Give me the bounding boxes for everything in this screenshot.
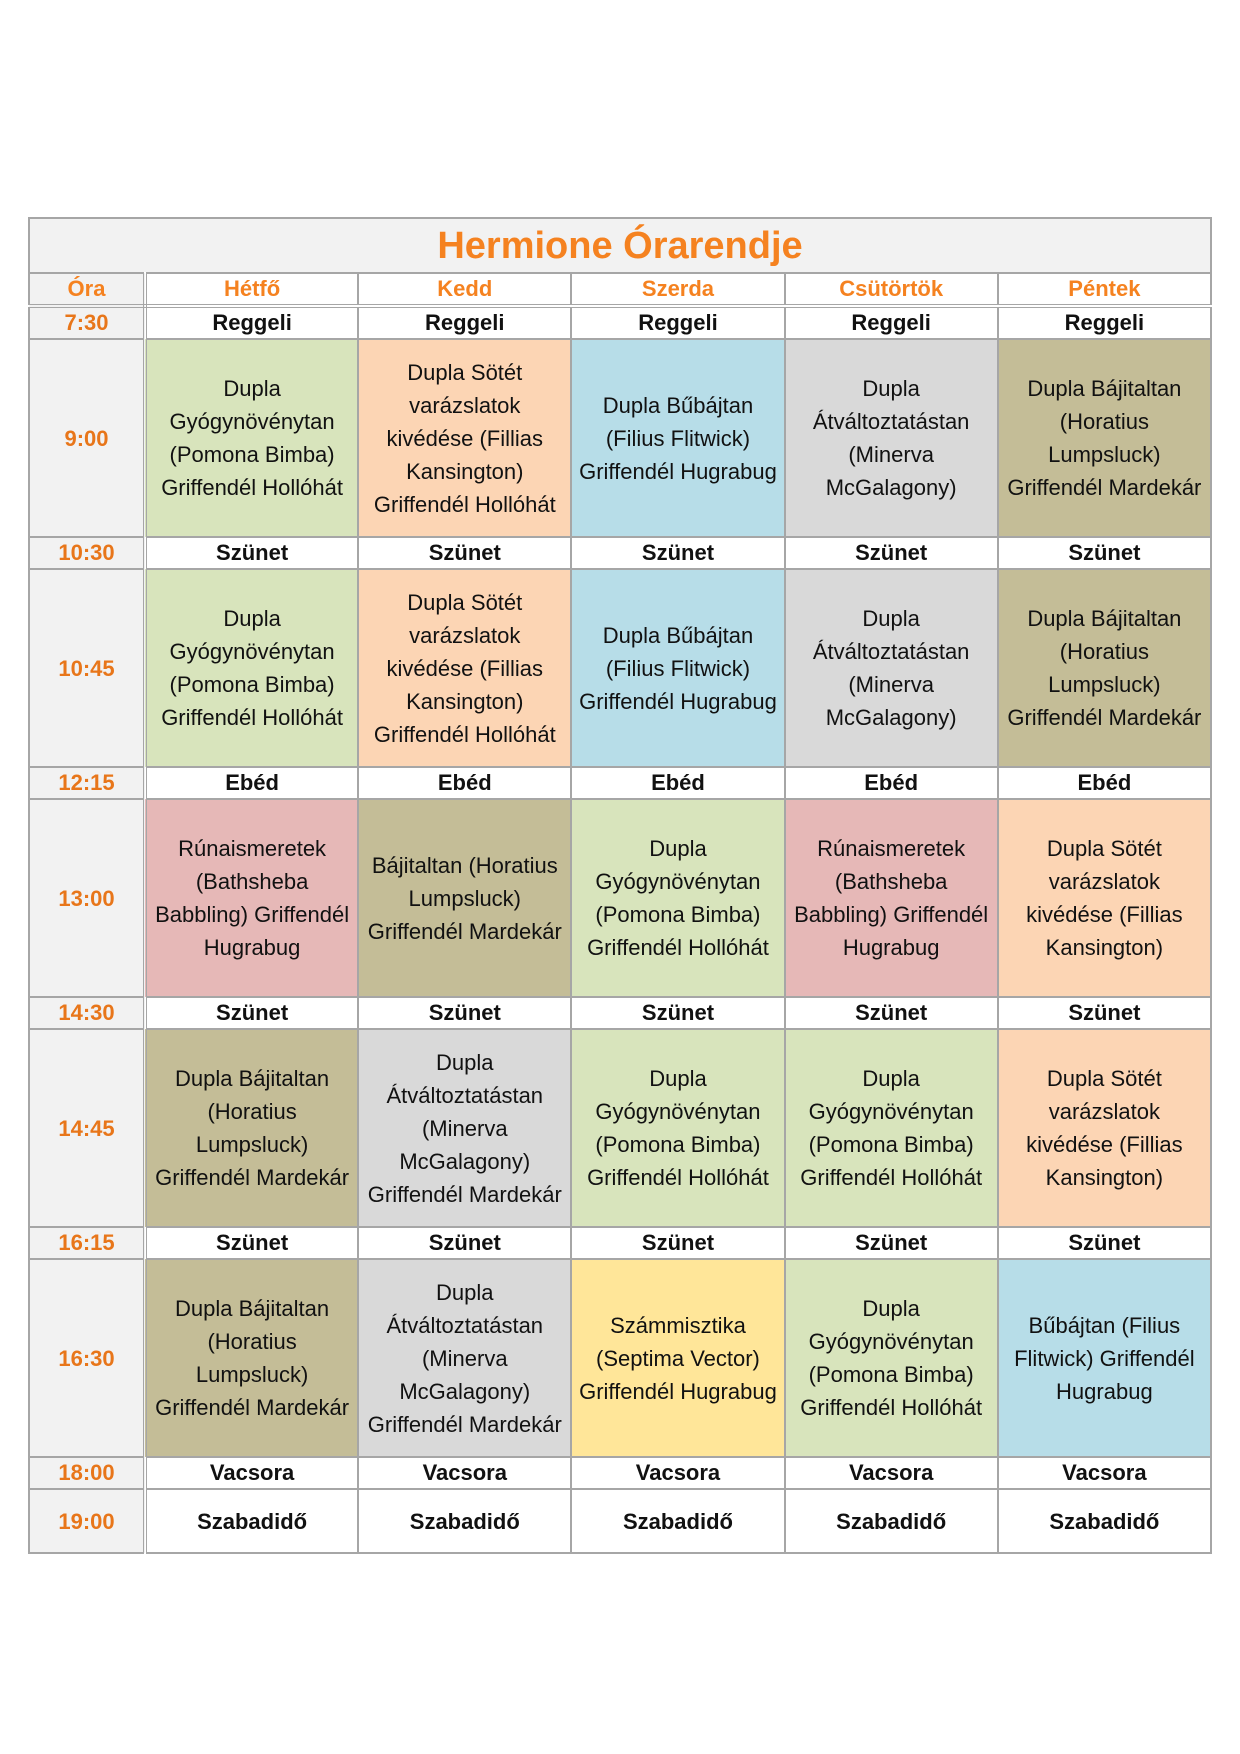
lesson-cell-monday: [145, 569, 358, 767]
lesson-text: Dupla Bájitaltan (Horatius Lumpsluck) Griffendél Mardekár: [155, 1066, 350, 1190]
timetable-row: [29, 1457, 1211, 1489]
break-cell-wednesday: Szünet: [571, 997, 784, 1029]
lesson-text: Dupla Sötét varázslatok kivédése (Fillias Kansington): [1026, 836, 1183, 960]
break-cell-friday: Szünet: [998, 537, 1211, 569]
break-cell-wednesday: Reggeli: [571, 306, 784, 339]
break-cell-friday: Vacsora: [998, 1457, 1211, 1489]
lesson-text: Dupla Bájitaltan (Horatius Lumpsluck) Griffendél Mardekár: [155, 1296, 350, 1420]
lesson-text: Dupla Sötét varázslatok kivédése (Fillias Kansington): [1026, 1066, 1183, 1190]
timetable-sheet: [28, 217, 1212, 1554]
break-cell-wednesday: Ebéd: [571, 767, 784, 799]
break-cell-thursday: Reggeli: [785, 306, 998, 339]
break-cell-friday: Ebéd: [998, 767, 1211, 799]
timetable-row: [29, 1489, 1211, 1553]
lesson-cell-thursday: [785, 1029, 998, 1227]
lesson-cell-monday: [145, 1029, 358, 1227]
day-header-tuesday: Kedd: [358, 273, 571, 306]
break-cell-tuesday: Szünet: [358, 997, 571, 1029]
break-cell-thursday: Szünet: [785, 1227, 998, 1259]
lesson-text: Rúnaismeretek (Bathsheba Babbling) Griffendél Hugrabug: [155, 836, 350, 960]
time-cell: 18:00: [29, 1457, 145, 1489]
header-row: [29, 273, 1211, 306]
lesson-text: Dupla Bűbájtan (Filius Flitwick) Griffendél Hugrabug: [579, 622, 777, 714]
timetable-row: [29, 537, 1211, 569]
time-cell: 10:45: [29, 569, 145, 767]
lesson-text: Dupla Bájitaltan (Horatius Lumpsluck) Griffendél Mardekár: [1007, 376, 1202, 500]
timetable-row: [29, 1227, 1211, 1259]
break-cell-friday: Reggeli: [998, 306, 1211, 339]
time-cell: 16:15: [29, 1227, 145, 1259]
lesson-cell-monday: [145, 799, 358, 997]
lesson-cell-thursday: [785, 799, 998, 997]
lesson-cell-friday: [998, 799, 1211, 997]
free-time-cell-wednesday: Szabadidő: [571, 1489, 784, 1553]
break-cell-thursday: Vacsora: [785, 1457, 998, 1489]
lesson-text: Dupla Átváltoztatástan (Minerva McGalagony) Griffendél Mardekár: [367, 1279, 562, 1437]
lesson-text: Dupla Gyógynövénytan (Pomona Bimba) Griffendél Hollóhát: [587, 836, 769, 960]
time-cell: 19:00: [29, 1489, 145, 1553]
lesson-text: Dupla Sötét varázslatok kivédése (Fillias Kansington) Griffendél Hollóhát: [373, 589, 556, 747]
timetable: [28, 272, 1212, 1554]
lesson-cell-tuesday: [358, 569, 571, 767]
page-title: Hermione Órarendje: [28, 217, 1212, 272]
lesson-cell-wednesday: [571, 799, 784, 997]
timetable-row: [29, 997, 1211, 1029]
timetable-row: [29, 339, 1211, 537]
break-cell-monday: Szünet: [145, 537, 358, 569]
lesson-text: Dupla Bűbájtan (Filius Flitwick) Griffendél Hugrabug: [579, 392, 777, 484]
lesson-cell-thursday: [785, 569, 998, 767]
lesson-text: Dupla Átváltoztatástan (Minerva McGalagony): [812, 376, 970, 500]
day-header-monday: Hétfő: [145, 273, 358, 306]
break-cell-friday: Szünet: [998, 1227, 1211, 1259]
lesson-text: Bűbájtan (Filius Flitwick) Griffendél Hugrabug: [1014, 1312, 1195, 1404]
time-column-header: Óra: [29, 273, 145, 306]
break-cell-friday: Szünet: [998, 997, 1211, 1029]
lesson-text: Dupla Gyógynövénytan (Pomona Bimba) Griffendél Hollóhát: [800, 1066, 983, 1190]
lesson-cell-monday: [145, 339, 358, 537]
timetable-row: [29, 799, 1211, 997]
lesson-cell-monday: [145, 1259, 358, 1457]
lesson-cell-wednesday: [571, 1029, 784, 1227]
time-cell: 13:00: [29, 799, 145, 997]
time-cell: 16:30: [29, 1259, 145, 1457]
day-header-wednesday: Szerda: [571, 273, 784, 306]
time-cell: 14:30: [29, 997, 145, 1029]
lesson-text: Dupla Bájitaltan (Horatius Lumpsluck) Griffendél Mardekár: [1007, 606, 1202, 730]
break-cell-monday: Szünet: [145, 1227, 358, 1259]
free-time-cell-tuesday: Szabadidő: [358, 1489, 571, 1553]
lesson-cell-friday: [998, 339, 1211, 537]
break-cell-wednesday: Szünet: [571, 537, 784, 569]
lesson-cell-thursday: [785, 1259, 998, 1457]
lesson-text: Dupla Sötét varázslatok kivédése (Fillias Kansington) Griffendél Hollóhát: [373, 359, 556, 517]
lesson-cell-friday: [998, 569, 1211, 767]
time-cell: 9:00: [29, 339, 145, 537]
break-cell-monday: Szünet: [145, 997, 358, 1029]
lesson-text: Rúnaismeretek (Bathsheba Babbling) Griffendél Hugrabug: [794, 836, 989, 960]
free-time-cell-friday: Szabadidő: [998, 1489, 1211, 1553]
timetable-body: [29, 273, 1211, 1553]
timetable-row: [29, 1259, 1211, 1457]
lesson-cell-thursday: [785, 339, 998, 537]
break-cell-wednesday: Szünet: [571, 1227, 784, 1259]
time-cell: 14:45: [29, 1029, 145, 1227]
break-cell-monday: Reggeli: [145, 306, 358, 339]
lesson-cell-tuesday: [358, 339, 571, 537]
break-cell-tuesday: Reggeli: [358, 306, 571, 339]
lesson-cell-tuesday: [358, 1259, 571, 1457]
lesson-text: Bájitaltan (Horatius Lumpsluck) Griffendél Mardekár: [367, 852, 562, 944]
time-cell: 10:30: [29, 537, 145, 569]
lesson-cell-wednesday: [571, 339, 784, 537]
break-cell-thursday: Szünet: [785, 537, 998, 569]
free-time-cell-monday: Szabadidő: [145, 1489, 358, 1553]
lesson-text: Dupla Átváltoztatástan (Minerva McGalagony): [812, 606, 970, 730]
lesson-cell-tuesday: [358, 799, 571, 997]
timetable-row: [29, 1029, 1211, 1227]
break-cell-wednesday: Vacsora: [571, 1457, 784, 1489]
lesson-text: Dupla Gyógynövénytan (Pomona Bimba) Griffendél Hollóhát: [800, 1296, 983, 1420]
break-cell-thursday: Szünet: [785, 997, 998, 1029]
lesson-text: Dupla Átváltoztatástan (Minerva McGalagony) Griffendél Mardekár: [367, 1049, 562, 1207]
timetable-row: [29, 306, 1211, 339]
lesson-cell-wednesday: [571, 1259, 784, 1457]
lesson-text: Számmisztika (Septima Vector) Griffendél Hugrabug: [579, 1312, 777, 1404]
timetable-row: [29, 767, 1211, 799]
timetable-row: [29, 569, 1211, 767]
free-time-cell-thursday: Szabadidő: [785, 1489, 998, 1553]
break-cell-tuesday: Szünet: [358, 537, 571, 569]
lesson-text: Dupla Gyógynövénytan (Pomona Bimba) Griffendél Hollóhát: [161, 606, 343, 730]
lesson-cell-friday: [998, 1259, 1211, 1457]
lesson-cell-friday: [998, 1029, 1211, 1227]
time-cell: 12:15: [29, 767, 145, 799]
lesson-text: Dupla Gyógynövénytan (Pomona Bimba) Griffendél Hollóhát: [587, 1066, 769, 1190]
lesson-cell-wednesday: [571, 569, 784, 767]
lesson-text: Dupla Gyógynövénytan (Pomona Bimba) Griffendél Hollóhát: [161, 376, 343, 500]
lesson-cell-tuesday: [358, 1029, 571, 1227]
break-cell-tuesday: Szünet: [358, 1227, 571, 1259]
break-cell-tuesday: Ebéd: [358, 767, 571, 799]
time-cell: 7:30: [29, 306, 145, 339]
day-header-friday: Péntek: [998, 273, 1211, 306]
day-header-thursday: Csütörtök: [785, 273, 998, 306]
break-cell-monday: Vacsora: [145, 1457, 358, 1489]
break-cell-thursday: Ebéd: [785, 767, 998, 799]
break-cell-tuesday: Vacsora: [358, 1457, 571, 1489]
break-cell-monday: Ebéd: [145, 767, 358, 799]
